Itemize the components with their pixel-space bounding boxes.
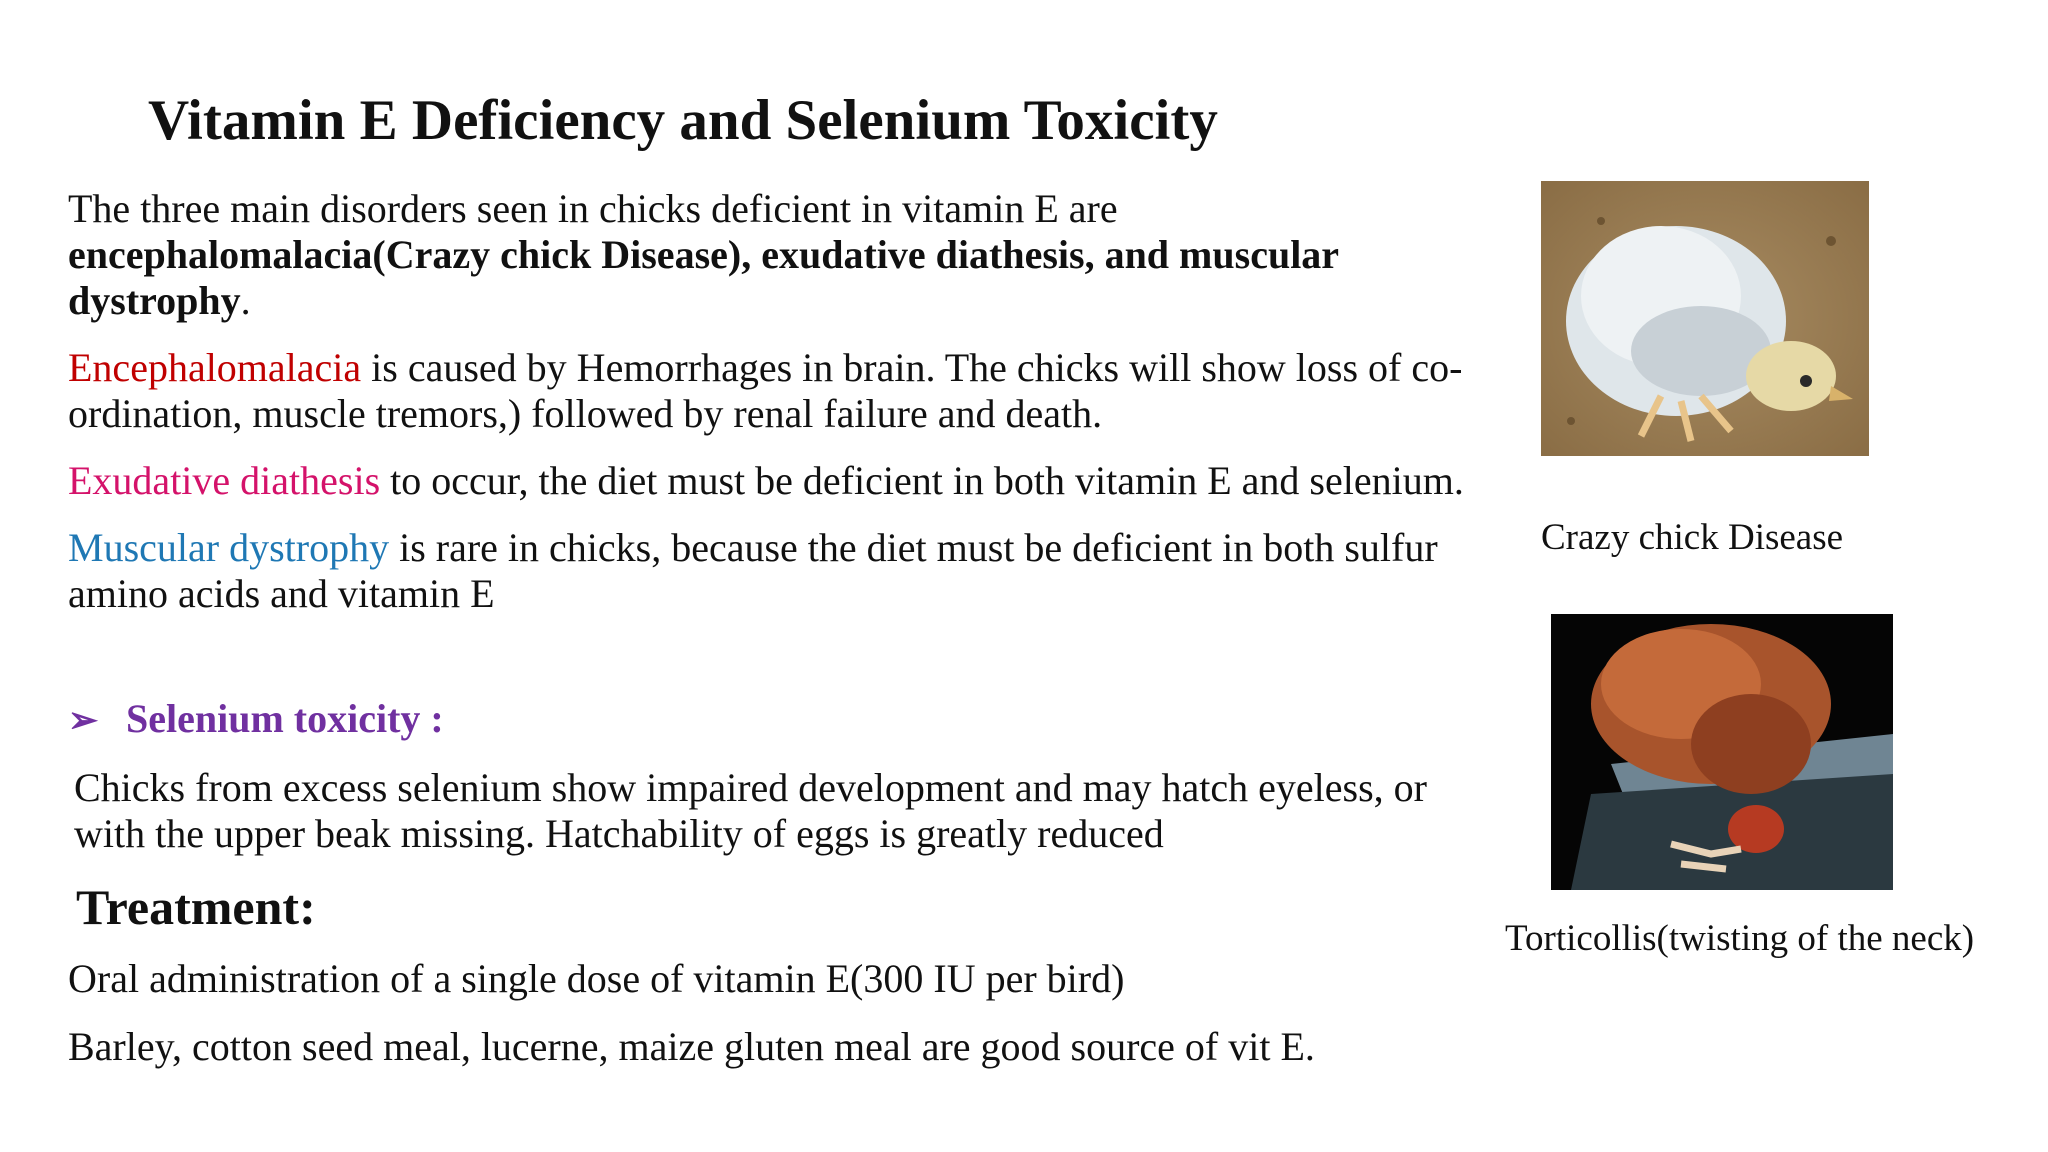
slide-title: Vitamin E Deficiency and Selenium Toxicity xyxy=(148,89,1218,152)
crazy-chick-photo xyxy=(1541,181,1869,456)
exudative-text: to occur, the diet must be deficient in both vitamin E and selenium. xyxy=(380,458,1464,503)
crazy-chick-caption: Crazy chick Disease xyxy=(1541,517,1844,558)
treatment-heading: Treatment: xyxy=(76,879,316,935)
treatment-line-dose: Oral administration of a single dose of vitamin E(300 IU per bird) xyxy=(68,956,1125,1001)
torticollis-photo xyxy=(1551,614,1893,890)
exudative-term: Exudative diathesis xyxy=(68,458,381,503)
intro-end: . xyxy=(240,278,251,323)
arrow-bullet-icon: ➢ xyxy=(68,700,99,740)
muscular-paragraph xyxy=(68,525,1498,617)
selenium-paragraph: Chicks from excess selenium show impaired development and may hatch eyeless, or with the upper beak missing. Hatchability of eggs is greatly reduced xyxy=(74,765,1427,856)
exudative-paragraph xyxy=(68,458,1498,504)
torticollis-caption: Torticollis(twisting of the neck) xyxy=(1505,918,1975,959)
muscular-term: Muscular dystrophy xyxy=(68,525,390,570)
intro-text: The three main disorders seen in chicks deficient in vitamin E are xyxy=(68,186,1118,231)
selenium-heading xyxy=(68,695,444,742)
treatment-line-sources: Barley, cotton seed meal, lucerne, maize gluten meal are good source of vit E. xyxy=(68,1024,1315,1069)
intro-paragraph xyxy=(68,186,1498,324)
intro-bold-text: encephalomalacia(Crazy chick Disease), exudative diathesis, and muscular dystrophy xyxy=(68,232,1339,323)
selenium-heading-text: Selenium toxicity : xyxy=(126,696,444,741)
encephalomalacia-paragraph xyxy=(68,345,1498,437)
encephalomalacia-text: is caused by Hemorrhages in brain. The chicks will show loss of co-ordination, muscle tremors,) followed by renal failure and death. xyxy=(68,345,1463,436)
encephalomalacia-term: Encephalomalacia xyxy=(68,345,362,390)
body-text xyxy=(68,186,1498,638)
muscular-text: is rare in chicks, because the diet must be deficient in both sulfur amino acids and vitamin E xyxy=(68,525,1438,616)
